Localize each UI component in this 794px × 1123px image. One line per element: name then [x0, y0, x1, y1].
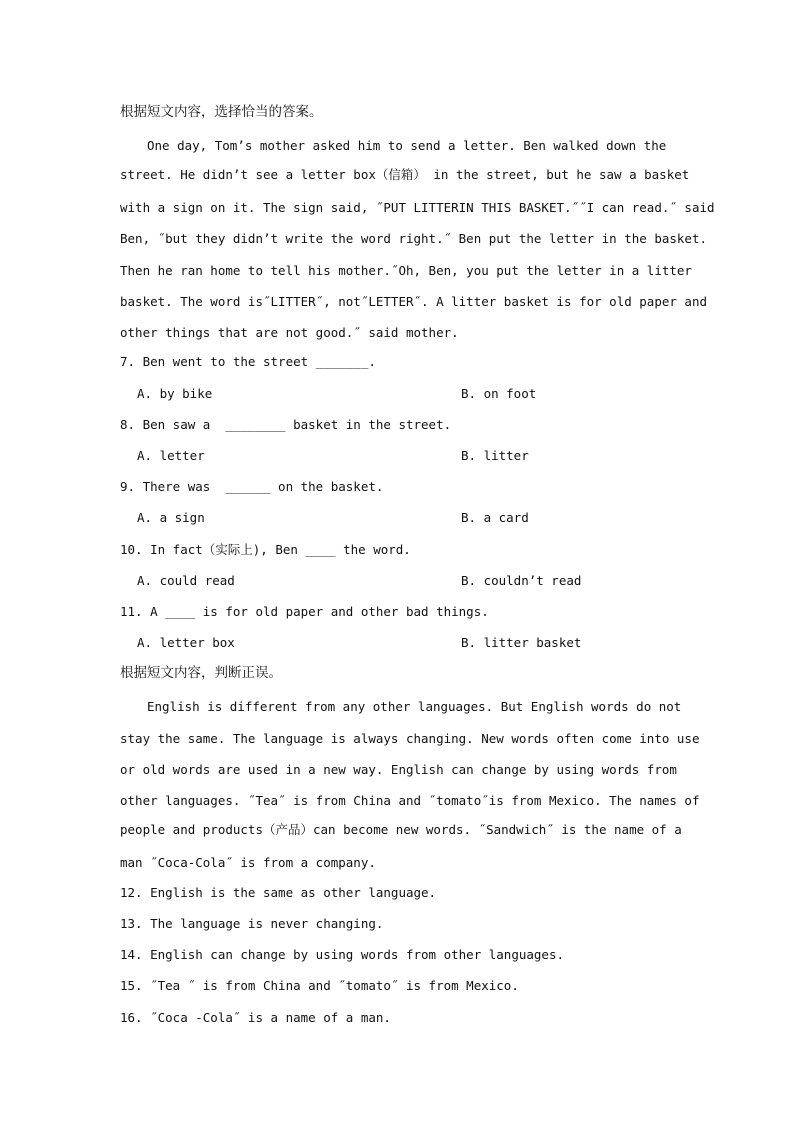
option-a: A. by bike: [137, 386, 213, 401]
question-stem: 7. Ben went to the street _______.: [120, 354, 376, 369]
question-stem: 8. Ben saw a ________ basket in the street.: [120, 417, 452, 432]
option-a: A. could read: [137, 573, 235, 588]
question-stem: 9. There was ______ on the basket.: [120, 479, 384, 494]
statement: 14. English can change by using words from other languages.: [120, 947, 565, 962]
passage-line: Ben, ˝but they didn’t write the word right.˝ Ben put the letter in the basket.: [120, 231, 707, 246]
option-b: B. on foot: [461, 386, 537, 401]
passage-line: people and products（产品）can become new words. ˝Sandwich˝ is the name of a: [120, 822, 682, 837]
passage-line: or old words are used in a new way. English can change by using words from: [120, 762, 677, 777]
section2-heading: 根据短文内容，判断正误。: [120, 665, 282, 681]
option-a: A. letter: [137, 448, 205, 463]
passage-line: man ˝Coca-Cola˝ is from a company.: [120, 855, 376, 870]
option-b: B. a card: [461, 510, 529, 525]
statement: 15. ˝Tea ˝ is from China and ˝tomato˝ is from Mexico.: [120, 978, 519, 993]
passage-line: stay the same. The language is always changing. New words often come into use: [120, 731, 700, 746]
passage-line: English is different from any other languages. But English words do not: [147, 699, 682, 714]
option-b: B. litter: [461, 448, 529, 463]
option-a: A. letter box: [137, 635, 235, 650]
passage-line: other things that are not good.˝ said mother.: [120, 325, 459, 340]
passage-line: One day, Tom’s mother asked him to send a letter. Ben walked down the: [147, 138, 667, 153]
option-a: A. a sign: [137, 510, 205, 525]
statement: 13. The language is never changing.: [120, 916, 384, 931]
passage-line: street. He didn’t see a letter box（信箱） in the street, but he saw a basket: [120, 167, 690, 182]
question-stem: 11. A ____ is for old paper and other bad things.: [120, 604, 489, 619]
option-b: B. couldn’t read: [461, 573, 582, 588]
statement: 12. English is the same as other language.: [120, 885, 437, 900]
passage-line: other languages. ˝Tea˝ is from China and ˝tomato˝is from Mexico. The names of: [120, 793, 700, 808]
passage-line: Then he ran home to tell his mother.˝Oh, Ben, you put the letter in a litter: [120, 263, 692, 278]
passage-line: basket. The word is˝LITTER˝, not˝LETTER˝. A litter basket is for old paper and: [120, 294, 707, 309]
section1-heading: 根据短文内容，选择恰当的答案。: [120, 104, 323, 120]
question-stem: 10. In fact（实际上), Ben ____ the word.: [120, 542, 411, 557]
statement: 16. ˝Coca -Cola˝ is a name of a man.: [120, 1010, 391, 1025]
passage-line: with a sign on it. The sign said, ˝PUT LITTERIN THIS BASKET.˝˝I can read.˝ said: [120, 200, 715, 215]
option-b: B. litter basket: [461, 635, 582, 650]
